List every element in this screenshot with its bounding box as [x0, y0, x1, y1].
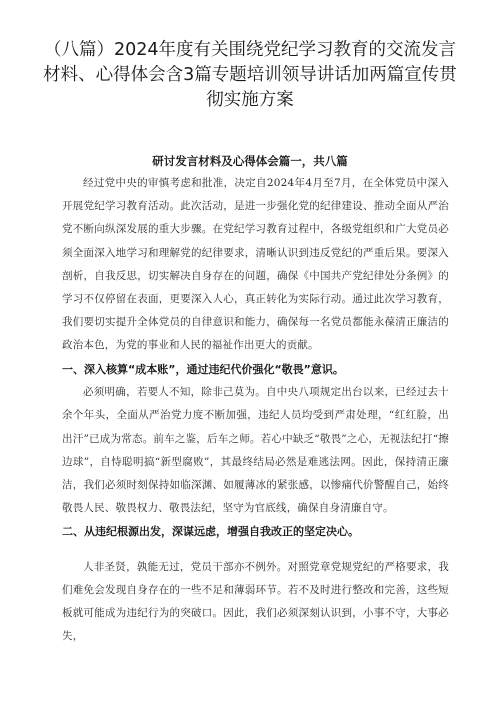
section-heading: 研讨发言材料及心得体会篇一，共八篇 — [152, 154, 348, 168]
subheading-two: 二、从违纪根源出发，深谋远虑，增强自我改正的坚定决心。 — [62, 525, 359, 539]
paragraph-intro: 经过党中央的审慎考虑和批准，决定自2024年4月至7月，在全体党员中深入开展党纪学习教育活动。此次活动，是进一步强化党的纪律建设、推动全面从严治党不断向纵深发展的重大步骤。在党纪学习教育过程中，各级党组织和广大党员必须全面深入地学习和理解党的纪律要求，清晰认识到违反党纪的严重后果。要深入剖析，自我反思，切实解决自身存在的问题，确保《中国共产党纪律处分条例》的学习不仅停留在表面，更要深入人心，真正转化为实际行动。通过此次学习教育，我们要切实提升全体党员的自律意识和能力，确保每一名党员都能永葆清正廉洁的政治本色，为党的事业和人民的福祉作出更大的贡献。 — [62, 177, 449, 352]
paragraph-two: 必须明确，若要人不知，除非己莫为。自中央八项规定出台以来，已经过去十余个年头，全面从严治党力度不断加强，违纪人员均受到严肃处理，“红红脸，出出汗”已成为常态。前车之鉴，后车之师。若心中缺乏“敬畏”之心，无视法纪打“擦边球”，自恃聪明搞“新型腐败”，其最终结局必然是难逃法网。因此，保持清正廉洁，我们必须时刻保持如临深渊、如履薄冰的紧张感，以惨痛代价警醒自己，始终敬畏人民、敬畏权力、敬畏法纪，坚守为官底线，确保自身清廉自守。 — [62, 386, 449, 515]
document-body — [62, 172, 449, 649]
paragraph-gap — [62, 544, 449, 556]
paragraph-three: 人非圣贤，孰能无过，党员干部亦不例外。对照党章党规党纪的严格要求，我们难免会发现自身存在的一些不足和薄弱环节。若不及时进行整改和完善，这些短板就可能成为违纪行为的突破口。因此，我们必须深刻认识到，小事不守，大事必失， — [62, 560, 449, 643]
subheading-one: 一、深入核算“成本账”，通过违纪代价强化“敬畏”意识。 — [62, 362, 344, 376]
document-title: （八篇）2024年度有关围绕党纪学习教育的交流发言材料、心得体会含3篇专题培训领导讲话加两篇宣传贯彻实施方案 — [43, 40, 457, 110]
